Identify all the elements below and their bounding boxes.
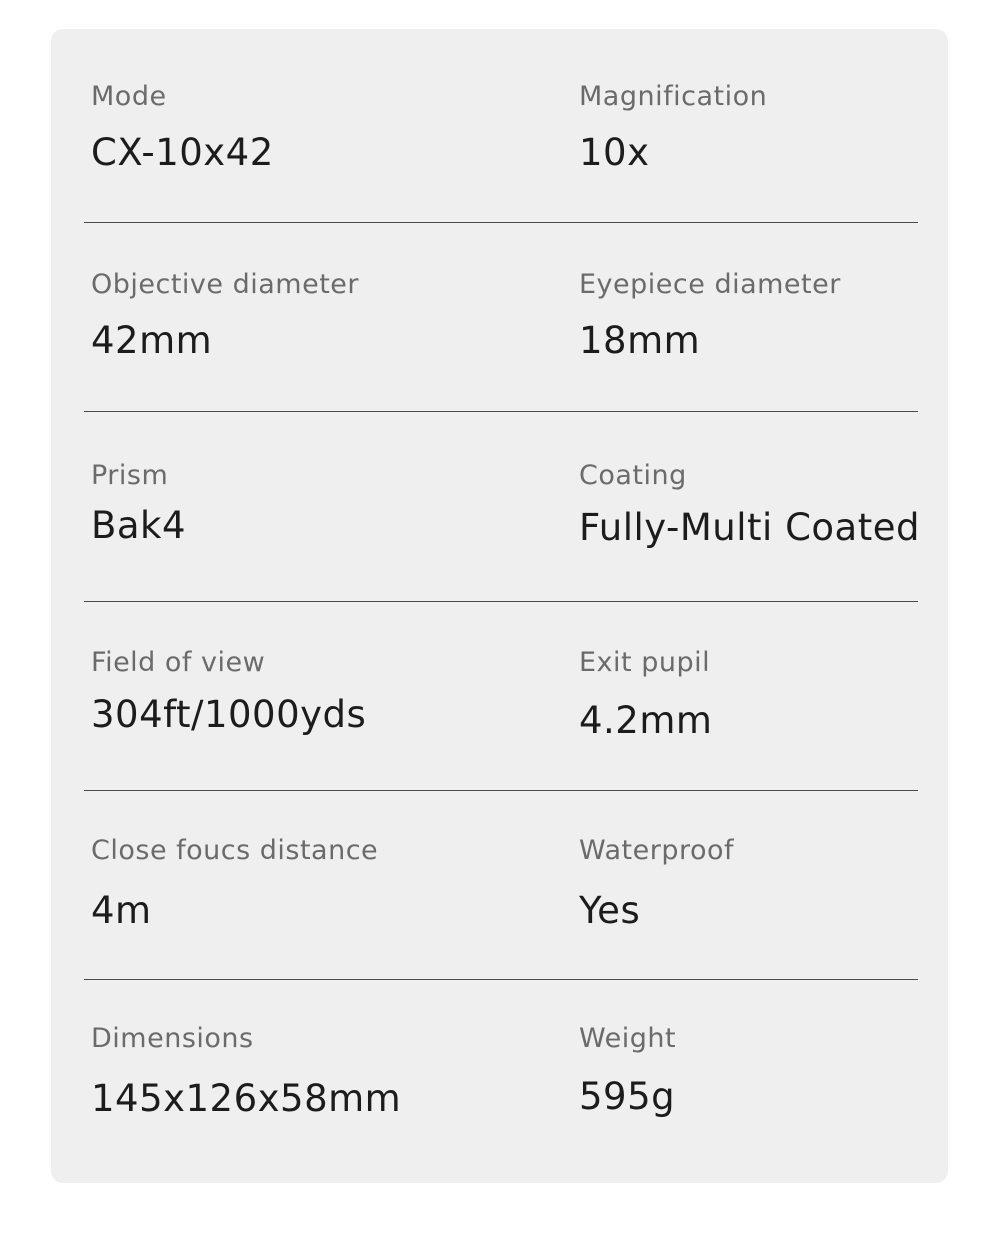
spec-magnification [579, 81, 768, 174]
spec-label: Dimensions [91, 1023, 254, 1054]
spec-label: Eyepiece diameter [579, 269, 841, 300]
spec-value: 4.2mm [579, 699, 713, 742]
spec-label: Exit pupil [579, 647, 711, 678]
row-divider [84, 222, 918, 223]
spec-label: Field of view [91, 647, 266, 678]
spec-label: Objective diameter [91, 269, 360, 300]
spec-value: 18mm [579, 319, 701, 362]
spec-coating [579, 460, 920, 549]
spec-value: 304ft/1000yds [91, 693, 367, 736]
spec-label: Magnification [579, 81, 768, 112]
spec-label: Mode [91, 81, 167, 112]
spec-value: 595g [579, 1075, 676, 1118]
spec-value: 4m [91, 889, 152, 932]
spec-weight [579, 1023, 677, 1118]
spec-objective-diameter [91, 269, 360, 362]
spec-exit-pupil [579, 647, 713, 742]
spec-value: CX-10x42 [91, 131, 274, 174]
row-divider [84, 979, 918, 980]
spec-label: Coating [579, 460, 687, 491]
row-divider [84, 411, 918, 412]
spec-value: Yes [579, 889, 641, 932]
spec-label: Weight [579, 1023, 677, 1054]
spec-value: Bak4 [91, 504, 187, 547]
spec-dimensions [91, 1023, 402, 1120]
spec-close-focus-distance [91, 835, 379, 932]
spec-eyepiece-diameter [579, 269, 841, 362]
spec-model [91, 81, 274, 174]
spec-value: 10x [579, 131, 650, 174]
spec-value: Fully-Multi Coated [579, 506, 920, 549]
spec-waterproof [579, 835, 735, 932]
spec-field-of-view [91, 647, 367, 736]
spec-label: Waterproof [579, 835, 735, 866]
spec-label: Prism [91, 460, 169, 491]
row-divider [84, 601, 918, 602]
spec-prism [91, 460, 187, 547]
spec-card [51, 29, 948, 1183]
spec-value: 42mm [91, 319, 213, 362]
row-divider [84, 790, 918, 791]
spec-value: 145x126x58mm [91, 1077, 402, 1120]
spec-label: Close foucs distance [91, 835, 379, 866]
